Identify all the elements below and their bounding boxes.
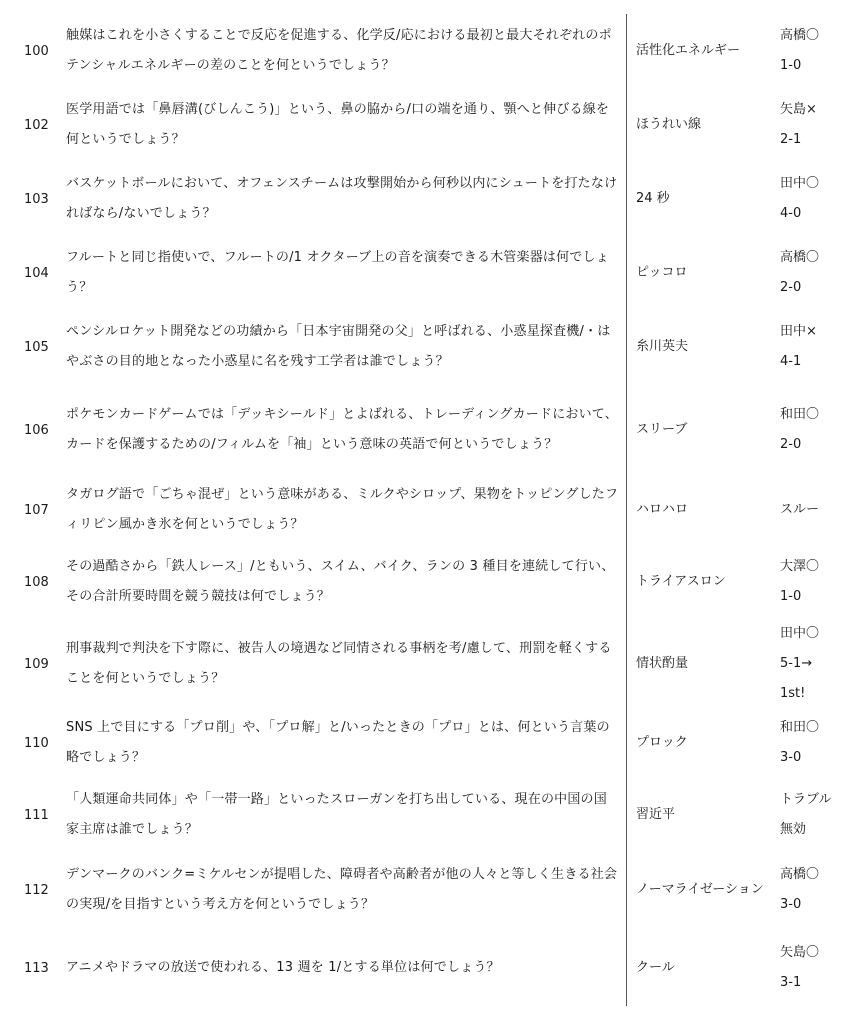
question-number: 109 bbox=[24, 656, 49, 672]
answer-text: クール bbox=[636, 960, 675, 975]
answer-text: プロック bbox=[636, 735, 688, 750]
question-text: ペンシルロケット開発などの功績から「日本宇宙開発の父」と呼ばれる、小惑星探査機/・はやぶさの目的地となった小惑星に名を残す工学者は誰でしょう？ bbox=[66, 324, 611, 369]
question-number: 113 bbox=[24, 960, 49, 976]
question-number: 102 bbox=[24, 117, 49, 133]
answer-text: ノーマライゼーション bbox=[636, 882, 764, 897]
question-number: 107 bbox=[24, 502, 49, 518]
question-list bbox=[0, 14, 854, 1008]
question-row bbox=[0, 162, 854, 236]
question-row bbox=[0, 236, 854, 310]
question-text: アニメやドラマの放送で使われる、13 週を 1/とする単位は何でしょう？ bbox=[66, 960, 500, 975]
answer-text: ほうれい線 bbox=[636, 117, 702, 132]
question-row bbox=[0, 928, 854, 1008]
result-text: 田中〇 4-0 bbox=[780, 176, 820, 221]
result-text: 田中〇 5-1→ 1st! bbox=[780, 626, 820, 701]
question-number: 103 bbox=[24, 191, 49, 207]
question-number: 104 bbox=[24, 265, 49, 281]
question-number: 106 bbox=[24, 422, 49, 438]
result-text: 和田〇 3-0 bbox=[780, 720, 820, 765]
result-text: 高橋〇 1-0 bbox=[780, 28, 820, 73]
question-row bbox=[0, 778, 854, 852]
result-text: 矢島〇 3-1 bbox=[780, 945, 820, 990]
answer-text: 情状酌量 bbox=[636, 656, 689, 671]
question-text: 医学用語では「鼻唇溝(びしんこう)」という、鼻の脇から/口の端を通り、顎へと伸びる線を何というでしょう？ bbox=[66, 102, 610, 147]
question-text: 刑事裁判で判決を下す際に、被告人の境遇など同情される事柄を考/慮して、刑罰を軽くすることを何というでしょう？ bbox=[66, 641, 612, 686]
result-text: 高橋〇 2-0 bbox=[780, 250, 820, 295]
question-row bbox=[0, 620, 854, 708]
question-number: 112 bbox=[24, 882, 49, 898]
question-text: その過酷さから「鉄人レース」/ともいう、スイム、バイク、ランの 3 種目を連続して行い、その合計所要時間を競う競技は何でしょう？ bbox=[66, 559, 615, 604]
question-text: 「人類運命共同体」や「一帯一路」といったスローガンを打ち出している、現在の中国の国家主席は誰でしょう？ bbox=[66, 792, 607, 837]
question-text: バスケットボールにおいて、オフェンスチームは攻撃開始から何秒以内にシュートを打たなければなら/ないでしょう？ bbox=[66, 176, 618, 221]
result-text: 高橋〇 3-0 bbox=[780, 867, 820, 912]
answer-text: ハロハロ bbox=[636, 502, 689, 517]
question-number: 100 bbox=[24, 43, 49, 59]
result-text: 大澤〇 1-0 bbox=[780, 559, 820, 604]
question-text: SNS 上で目にする「プロ削」や、「プロ解」と/いったときの「プロ」とは、何という言葉の略でしょう？ bbox=[66, 720, 610, 765]
question-number: 108 bbox=[24, 574, 49, 590]
question-row bbox=[0, 708, 854, 778]
question-row bbox=[0, 476, 854, 544]
question-text: ポケモンカードゲームでは「デッキシールド」とよばれる、トレーディングカードにおいて、カードを保護するための/フィルムを「袖」という意味の英語で何というでしょう？ bbox=[66, 407, 618, 452]
answer-text: 糸川英夫 bbox=[636, 339, 689, 354]
result-text: 和田〇 2-0 bbox=[780, 407, 820, 452]
question-row bbox=[0, 310, 854, 384]
question-text: デンマークのバンク=ミケルセンが提唱した、障碍者や高齢者が他の人々と等しく生きる社会の実現/を目指すという考え方を何というでしょう？ bbox=[66, 867, 618, 912]
question-number: 105 bbox=[24, 339, 49, 355]
question-row bbox=[0, 544, 854, 620]
answer-text: 活性化エネルギー bbox=[636, 43, 741, 58]
answer-text: スリーブ bbox=[636, 422, 688, 437]
answer-text: ピッコロ bbox=[636, 265, 688, 280]
question-number: 111 bbox=[24, 807, 49, 823]
result-text: スルー bbox=[780, 502, 820, 517]
question-row bbox=[0, 384, 854, 476]
question-text: 触媒はこれを小さくすることで反応を促進する、化学反/応における最初と最大それぞれのポテンシャルエネルギーの差のことを何というでしょう？ bbox=[66, 28, 612, 73]
answer-text: 24 秒 bbox=[636, 191, 670, 206]
question-text: タガログ語で「ごちゃ混ぜ」という意味がある、ミルクやシロップ、果物をトッピングしたフィリピン風かき氷を何というでしょう？ bbox=[66, 487, 619, 532]
question-text: フルートと同じ指使いで、フルートの/1 オクターブ上の音を演奏できる木管楽器は何でしょう？ bbox=[66, 250, 609, 295]
question-row bbox=[0, 14, 854, 88]
question-row bbox=[0, 852, 854, 928]
result-text: 田中× 4-1 bbox=[780, 324, 817, 369]
answer-text: 習近平 bbox=[636, 807, 676, 822]
result-text: トラブル無効 bbox=[780, 792, 832, 837]
answer-text: トライアスロン bbox=[636, 574, 726, 589]
question-number: 110 bbox=[24, 735, 49, 751]
question-row bbox=[0, 88, 854, 162]
result-text: 矢島× 2-1 bbox=[780, 102, 817, 147]
